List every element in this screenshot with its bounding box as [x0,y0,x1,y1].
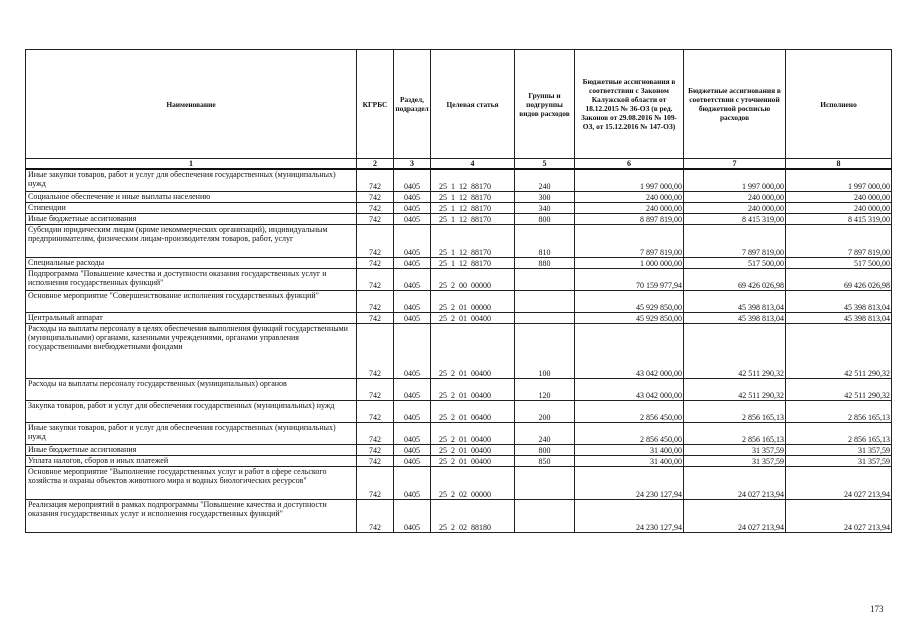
col-number: 8 [786,159,892,170]
row-name: Центральный аппарат [26,312,357,323]
row-section: 0405 [394,213,431,224]
row-section: 0405 [394,444,431,455]
col-number: 5 [515,159,575,170]
row-section: 0405 [394,422,431,444]
row-budget-law: 2 856 450,00 [575,422,684,444]
row-ktrbs: 742 [357,378,394,400]
row-executed: 42 511 290,32 [786,323,892,378]
row-group: 200 [515,400,575,422]
row-name: Закупка товаров, работ и услуг для обеспечения государственных (муниципальных) нужд [26,400,357,422]
row-group: 880 [515,257,575,268]
row-name: Специальные расходы [26,257,357,268]
col-header-groups: Группы и подгруппы видов расходов [515,50,575,159]
row-ktrbs: 742 [357,400,394,422]
row-group: 810 [515,224,575,257]
table-row [26,466,892,499]
table-row [26,213,892,224]
row-target: 25 1 12 88170 [431,224,515,257]
row-executed: 31 357,59 [786,455,892,466]
row-executed: 24 027 213,94 [786,466,892,499]
row-name: Стипендии [26,202,357,213]
row-target: 25 2 01 00000 [431,290,515,312]
row-budget-refined: 8 415 319,00 [684,213,786,224]
row-name: Подпрограмма "Повышение качества и доступности оказания государственных услуг и исполнения государственных функций" [26,268,357,290]
row-budget-law: 1 000 000,00 [575,257,684,268]
col-header-budget-law: Бюджетные ассигнования в соответствии с Законом Калужской области от 18.12.2015 № 36-ОЗ (в ред. Законов от 29.08.2016 № 109-ОЗ, от 15.12.2016 № 147-ОЗ) [575,50,684,159]
row-ktrbs: 742 [357,422,394,444]
row-budget-refined: 69 426 026,98 [684,268,786,290]
row-group: 340 [515,202,575,213]
row-ktrbs: 742 [357,257,394,268]
row-budget-refined: 2 856 165,13 [684,422,786,444]
row-ktrbs: 742 [357,323,394,378]
row-ktrbs: 742 [357,268,394,290]
row-budget-law: 2 856 450,00 [575,400,684,422]
row-executed: 69 426 026,98 [786,268,892,290]
row-section: 0405 [394,257,431,268]
row-group [515,268,575,290]
row-executed: 45 398 813,04 [786,290,892,312]
row-group: 800 [515,213,575,224]
row-group [515,290,575,312]
row-budget-refined: 42 511 290,32 [684,378,786,400]
row-ktrbs: 742 [357,455,394,466]
row-target: 25 2 01 00400 [431,400,515,422]
col-number: 3 [394,159,431,170]
budget-table [25,49,892,533]
table-row [26,191,892,202]
row-budget-refined: 45 398 813,04 [684,290,786,312]
table-row [26,202,892,213]
row-executed: 42 511 290,32 [786,378,892,400]
row-budget-law: 45 929 850,00 [575,290,684,312]
row-target: 25 2 00 00000 [431,268,515,290]
page-number: 173 [870,604,884,614]
row-name: Иные бюджетные ассигнования [26,444,357,455]
row-section: 0405 [394,268,431,290]
row-target: 25 1 12 88170 [431,257,515,268]
table-row [26,400,892,422]
row-section: 0405 [394,323,431,378]
row-target: 25 2 01 00400 [431,444,515,455]
header-row [26,50,892,159]
row-section: 0405 [394,224,431,257]
col-header-budget-refined: Бюджетные ассигнования в соответствии с уточненной бюджетной росписью расходов [684,50,786,159]
row-budget-law: 7 897 819,00 [575,224,684,257]
row-group [515,312,575,323]
row-executed: 24 027 213,94 [786,499,892,532]
row-executed: 31 357,59 [786,444,892,455]
row-executed: 2 856 165,13 [786,400,892,422]
row-section: 0405 [394,466,431,499]
table-row [26,268,892,290]
row-section: 0405 [394,400,431,422]
row-ktrbs: 742 [357,466,394,499]
row-group: 120 [515,378,575,400]
table-row [26,499,892,532]
row-budget-law: 1 997 000,00 [575,169,684,191]
row-name: Расходы на выплаты персоналу государственных (муниципальных) органов [26,378,357,400]
row-name: Социальное обеспечение и иные выплаты населению [26,191,357,202]
row-section: 0405 [394,455,431,466]
row-budget-law: 45 929 850,00 [575,312,684,323]
row-name: Реализация мероприятий в рамках подпрограммы "Повышение качества и доступности оказания государственных услуг и исполнения государственных функций" [26,499,357,532]
row-group: 300 [515,191,575,202]
row-budget-refined: 240 000,00 [684,191,786,202]
row-budget-law: 24 230 127,94 [575,499,684,532]
row-ktrbs: 742 [357,312,394,323]
table-row [26,224,892,257]
row-budget-law: 31 400,00 [575,455,684,466]
row-group [515,499,575,532]
row-target: 25 1 12 88170 [431,169,515,191]
row-executed: 45 398 813,04 [786,312,892,323]
row-budget-law: 43 042 000,00 [575,323,684,378]
row-ktrbs: 742 [357,213,394,224]
col-number: 1 [26,159,357,170]
row-target: 25 2 01 00400 [431,312,515,323]
table-row [26,312,892,323]
table-row [26,257,892,268]
row-budget-law: 240 000,00 [575,191,684,202]
row-target: 25 2 01 00400 [431,378,515,400]
table-row [26,378,892,400]
col-number: 2 [357,159,394,170]
row-section: 0405 [394,169,431,191]
row-ktrbs: 742 [357,444,394,455]
row-name: Основное мероприятие "Выполнение государственных услуг и работ в сфере сельского хозяйства и охраны объектов животного мира и водных биологических ресурсов" [26,466,357,499]
row-ktrbs: 742 [357,499,394,532]
row-name: Иные бюджетные ассигнования [26,213,357,224]
row-budget-refined: 45 398 813,04 [684,312,786,323]
col-header-section: Раздел, подраздел [394,50,431,159]
row-ktrbs: 742 [357,290,394,312]
table-row [26,422,892,444]
row-section: 0405 [394,191,431,202]
row-budget-refined: 24 027 213,94 [684,499,786,532]
row-name: Расходы на выплаты персоналу в целях обеспечения выполнения функций государственными (муниципальными) органами, казенными учреждениями, органами управления государственными внебюджетными фондами [26,323,357,378]
row-budget-refined: 7 897 819,00 [684,224,786,257]
row-target: 25 1 12 88170 [431,213,515,224]
row-budget-law: 70 159 977,94 [575,268,684,290]
row-name: Иные закупки товаров, работ и услуг для обеспечения государственных (муниципальных) нужд [26,169,357,191]
row-budget-refined: 31 357,59 [684,455,786,466]
row-budget-refined: 42 511 290,32 [684,323,786,378]
row-name: Уплата налогов, сборов и иных платежей [26,455,357,466]
table-row [26,290,892,312]
col-number: 4 [431,159,515,170]
row-target: 25 2 02 88180 [431,499,515,532]
row-target: 25 2 01 00400 [431,422,515,444]
row-executed: 1 997 000,00 [786,169,892,191]
row-budget-law: 8 897 819,00 [575,213,684,224]
row-name: Субсидии юридическим лицам (кроме некоммерческих организаций), индивидуальным предпринимателям, физическим лицам-производителям товаров, работ, услуг [26,224,357,257]
row-name: Иные закупки товаров, работ и услуг для обеспечения государственных (муниципальных) нужд [26,422,357,444]
row-executed: 8 415 319,00 [786,213,892,224]
row-group: 240 [515,169,575,191]
col-number: 7 [684,159,786,170]
row-target: 25 1 12 88170 [431,202,515,213]
row-group: 240 [515,422,575,444]
row-executed: 517 500,00 [786,257,892,268]
row-budget-refined: 517 500,00 [684,257,786,268]
row-section: 0405 [394,202,431,213]
row-budget-refined: 2 856 165,13 [684,400,786,422]
row-ktrbs: 742 [357,169,394,191]
row-section: 0405 [394,499,431,532]
col-number: 6 [575,159,684,170]
col-header-name: Наименование [26,50,357,159]
row-budget-law: 31 400,00 [575,444,684,455]
row-section: 0405 [394,378,431,400]
row-executed: 240 000,00 [786,202,892,213]
table-row [26,455,892,466]
row-budget-law: 240 000,00 [575,202,684,213]
row-section: 0405 [394,312,431,323]
row-budget-refined: 240 000,00 [684,202,786,213]
budget-table-body [26,169,892,532]
col-header-target: Целевая статья [431,50,515,159]
table-row [26,444,892,455]
row-target: 25 2 01 00400 [431,455,515,466]
row-ktrbs: 742 [357,224,394,257]
row-budget-refined: 31 357,59 [684,444,786,455]
row-budget-refined: 24 027 213,94 [684,466,786,499]
row-target: 25 2 02 00000 [431,466,515,499]
row-target: 25 2 01 00400 [431,323,515,378]
col-header-ktrbs: КГРБС [357,50,394,159]
table-row [26,323,892,378]
col-header-executed: Исполнено [786,50,892,159]
column-number-row [26,159,892,170]
row-ktrbs: 742 [357,191,394,202]
table-row [26,169,892,191]
row-group [515,466,575,499]
row-target: 25 1 12 88170 [431,191,515,202]
row-budget-law: 43 042 000,00 [575,378,684,400]
row-group: 850 [515,455,575,466]
row-budget-refined: 1 997 000,00 [684,169,786,191]
row-section: 0405 [394,290,431,312]
row-executed: 240 000,00 [786,191,892,202]
row-budget-law: 24 230 127,94 [575,466,684,499]
budget-table-sheet [25,49,891,533]
row-executed: 2 856 165,13 [786,422,892,444]
row-ktrbs: 742 [357,202,394,213]
row-group: 800 [515,444,575,455]
row-name: Основное мероприятие "Совершенствование исполнения государственных функций" [26,290,357,312]
row-executed: 7 897 819,00 [786,224,892,257]
row-group: 100 [515,323,575,378]
